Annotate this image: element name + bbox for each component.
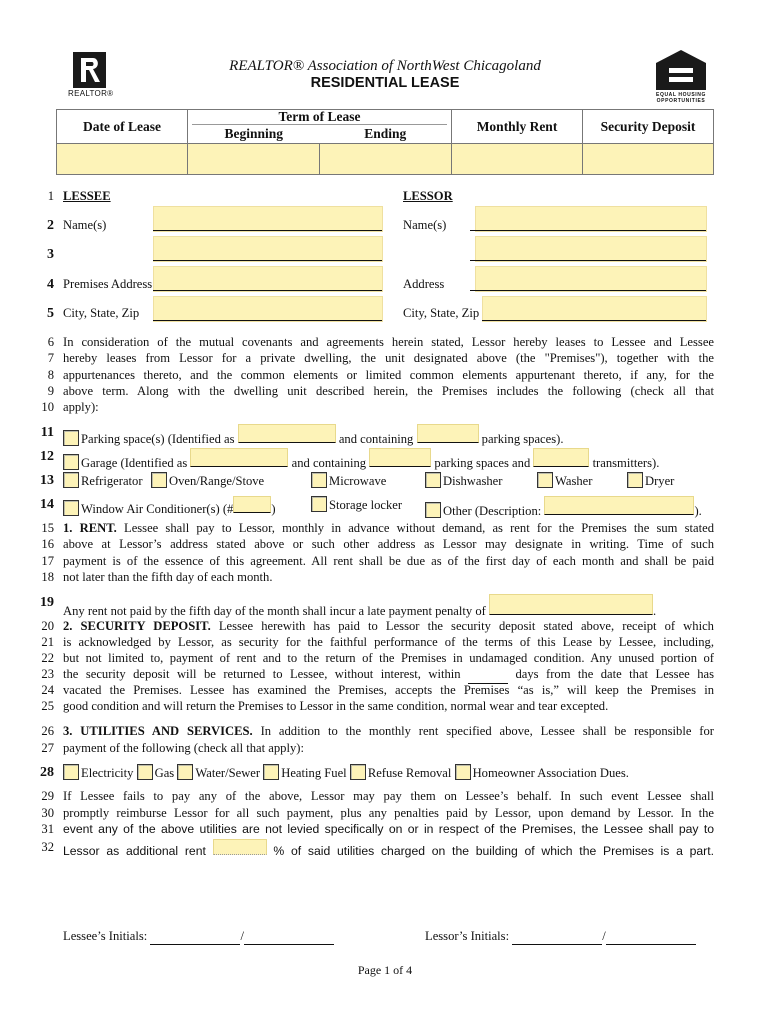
gas-label: Gas bbox=[154, 766, 175, 780]
late-penalty-field[interactable] bbox=[489, 594, 653, 615]
oven-checkbox[interactable] bbox=[151, 472, 167, 488]
water-sewer-label: Water/Sewer bbox=[195, 766, 261, 780]
line-text bbox=[63, 594, 714, 620]
line-text: above at Lessor’s address stated above or such other address as Lessor may designate in writing. Time of such bbox=[63, 537, 714, 551]
lease-terms-table bbox=[56, 109, 714, 175]
window-ac-label: Window Air Conditioner(s) (# bbox=[81, 502, 234, 516]
line-text: is acknowledged by Lessor, as security for the faithful performance of the terms of this Lease by Lessee, including, bbox=[63, 635, 714, 649]
parking-label: Parking space(s) (Identified as bbox=[81, 432, 235, 446]
line-text: good condition and will return the Premises to Lessor in the same condition, normal wear and tear excepted. bbox=[63, 699, 609, 713]
utilities-text: In addition to the monthly rent specified above, Lessee shall be responsible for bbox=[260, 724, 714, 738]
line-number: 15 bbox=[41, 521, 54, 535]
line-11 bbox=[30, 424, 720, 446]
line-text bbox=[63, 448, 714, 472]
line-number: 28 bbox=[40, 765, 54, 780]
line-29 bbox=[30, 788, 720, 805]
parking-count-field[interactable] bbox=[417, 424, 479, 443]
monthly-rent-field[interactable] bbox=[452, 144, 583, 175]
heating-fuel-checkbox[interactable] bbox=[263, 764, 279, 780]
line-15 bbox=[30, 520, 720, 537]
oven-label: Oven/Range/Stove bbox=[169, 474, 265, 488]
lessor-city-label: City, State, Zip bbox=[403, 306, 480, 320]
lessee-initials-slash: / bbox=[240, 929, 244, 943]
term-of-lease-header bbox=[188, 110, 452, 144]
dryer-checkbox[interactable] bbox=[627, 472, 643, 488]
line-17 bbox=[30, 553, 720, 570]
line-19 bbox=[30, 594, 720, 618]
ending-field[interactable] bbox=[320, 144, 452, 175]
lessee-name-2-field[interactable] bbox=[153, 236, 383, 262]
term-of-lease-label: Term of Lease bbox=[192, 110, 447, 125]
hoa-dues-label: Homeowner Association Dues. bbox=[472, 766, 629, 780]
line-6 bbox=[30, 334, 720, 351]
line-text bbox=[63, 618, 714, 635]
premises-address-label: Premises Address bbox=[63, 277, 153, 291]
line-14 bbox=[30, 496, 720, 518]
rent-text: Lessee shall pay to Lessor, monthly in advance without demand, as rent for the Premises the sum stated bbox=[124, 521, 714, 535]
washer-option bbox=[537, 472, 592, 490]
additional-rent-percent-field[interactable] bbox=[213, 839, 267, 855]
lessor-names-label: Name(s) bbox=[403, 218, 447, 232]
other-checkbox[interactable] bbox=[425, 502, 441, 518]
line-text bbox=[63, 723, 714, 740]
storage-locker-label: Storage locker bbox=[329, 498, 403, 512]
line-text bbox=[63, 520, 714, 537]
window-ac-option bbox=[63, 496, 276, 518]
lessee-initials-label: Lessee’s Initials: bbox=[63, 929, 148, 943]
garage-containing-label: and containing bbox=[291, 456, 367, 470]
parking-spaces-label: parking spaces). bbox=[481, 432, 564, 446]
deposit-heading: 2. SECURITY DEPOSIT. bbox=[63, 619, 211, 633]
line-text: but not limited to, payment of rent and to the return of the Premises in undamaged condition. Any unused portion of bbox=[63, 651, 714, 665]
storage-locker-option bbox=[311, 496, 402, 514]
lessor-city-field[interactable] bbox=[482, 296, 707, 322]
other-close: ). bbox=[694, 504, 702, 518]
line-21 bbox=[30, 634, 720, 651]
line-number: 25 bbox=[41, 699, 54, 713]
lessor-address-line bbox=[470, 290, 706, 291]
line-7 bbox=[30, 350, 720, 367]
lessor-initials-field-1[interactable] bbox=[512, 929, 602, 945]
garage-transmitters-field[interactable] bbox=[533, 448, 589, 467]
security-deposit-field[interactable] bbox=[583, 144, 714, 175]
line-24 bbox=[30, 682, 720, 699]
lessee-names-label: Name(s) bbox=[63, 218, 107, 232]
storage-locker-checkbox[interactable] bbox=[311, 496, 327, 512]
line-number: 30 bbox=[41, 806, 54, 820]
line-number: 19 bbox=[40, 595, 54, 610]
microwave-label: Microwave bbox=[329, 474, 387, 488]
line-20 bbox=[30, 618, 720, 635]
line-8 bbox=[30, 367, 720, 384]
line-number: 14 bbox=[40, 497, 54, 512]
ending-label: Ending bbox=[364, 126, 407, 141]
line-12 bbox=[30, 448, 720, 470]
refrigerator-checkbox[interactable] bbox=[63, 472, 79, 488]
line-22 bbox=[30, 650, 720, 667]
deposit-text: Lessee herewith has paid to Lessor the security deposit stated above, receipt of which bbox=[218, 619, 714, 633]
line-text: In consideration of the mutual covenants and agreements herein stated, Lessor hereby leases to Lessee and Lessee bbox=[63, 335, 714, 349]
equal-housing-label: EQUAL HOUSING OPPORTUNITIES bbox=[656, 92, 706, 104]
line-number: 29 bbox=[41, 789, 54, 803]
line-number: 6 bbox=[47, 335, 54, 349]
beginning-field[interactable] bbox=[188, 144, 320, 175]
washer-label: Washer bbox=[555, 474, 593, 488]
line-18 bbox=[30, 569, 720, 586]
line-text: hereby leases from Lessor for a private dwelling, the unit designated above (the "Premises"), together with the bbox=[63, 351, 714, 365]
line-number: 24 bbox=[41, 683, 54, 697]
line-number: 23 bbox=[41, 667, 54, 681]
line-31 bbox=[30, 821, 720, 838]
parking-id-field[interactable] bbox=[238, 424, 336, 443]
line-number: 21 bbox=[41, 635, 54, 649]
refrigerator-option bbox=[63, 472, 143, 490]
line-text: appurtenances thereto, and the common elements or limited common elements appurtenant thereto, if any, for the bbox=[63, 368, 714, 382]
line-text: apply): bbox=[63, 400, 99, 414]
line-13 bbox=[30, 472, 720, 489]
line-number: 3 bbox=[47, 247, 54, 262]
lessor-initials-label: Lessor’s Initials: bbox=[425, 929, 510, 943]
refrigerator-label: Refrigerator bbox=[81, 474, 143, 488]
line-10 bbox=[30, 399, 720, 416]
premises-address-field[interactable] bbox=[153, 266, 383, 292]
dishwasher-label: Dishwasher bbox=[443, 474, 503, 488]
additional-rent-text: Lessor as additional rent bbox=[63, 844, 206, 858]
line-number: 18 bbox=[41, 570, 54, 584]
line-text: not later than the fifth day of each month. bbox=[63, 570, 273, 584]
electricity-label: Electricity bbox=[81, 766, 134, 780]
heating-fuel-label: Heating Fuel bbox=[281, 766, 347, 780]
refuse-removal-label: Refuse Removal bbox=[367, 766, 452, 780]
line-number: 12 bbox=[40, 449, 54, 464]
line-number: 7 bbox=[47, 351, 54, 365]
parking-checkbox[interactable] bbox=[63, 430, 79, 446]
other-label: Other (Description: bbox=[443, 504, 542, 518]
lessee-city-field[interactable] bbox=[153, 296, 383, 322]
line-number: 20 bbox=[41, 619, 54, 633]
gas-checkbox[interactable] bbox=[137, 764, 153, 780]
lessor-name-2-field[interactable] bbox=[475, 236, 707, 262]
line-text: If Lessee fails to pay any of the above, Lessor may pay them on Lessee’s behalf. In such event Lessee shall bbox=[63, 789, 714, 803]
line-30 bbox=[30, 805, 720, 822]
lessor-initials-slash: / bbox=[602, 929, 606, 943]
additional-rent-text-2: % of said utilities charged on the building of which the Premises is a part. bbox=[273, 844, 714, 858]
line-text: vacated the Premises. Lessee has examined the Premises, accepts the Premises “as is,” will keep the Premises in bbox=[63, 683, 714, 697]
lessee-initials-field-1[interactable] bbox=[150, 929, 240, 945]
line-9 bbox=[30, 383, 720, 400]
line-16 bbox=[30, 536, 720, 553]
refuse-removal-checkbox[interactable] bbox=[350, 764, 366, 780]
line-number: 32 bbox=[41, 840, 54, 854]
line-25 bbox=[30, 698, 720, 715]
date-of-lease-header: Date of Lease bbox=[57, 110, 188, 144]
garage-spaces-field[interactable] bbox=[369, 448, 431, 467]
line-text bbox=[63, 764, 714, 782]
lessor-name-2-line bbox=[470, 260, 706, 261]
monthly-rent-header: Monthly Rent bbox=[452, 110, 583, 144]
garage-spaces-label: parking spaces and bbox=[434, 456, 531, 470]
deposit-return-text-2: days from the date that Lessee has bbox=[515, 667, 714, 681]
dryer-option bbox=[627, 472, 674, 490]
electricity-checkbox[interactable] bbox=[63, 764, 79, 780]
realtor-logo-label: REALTOR® bbox=[68, 89, 114, 98]
line-number: 11 bbox=[40, 425, 54, 440]
dryer-label: Dryer bbox=[645, 474, 675, 488]
garage-checkbox[interactable] bbox=[63, 454, 79, 470]
washer-checkbox[interactable] bbox=[537, 472, 553, 488]
line-number: 9 bbox=[47, 384, 54, 398]
line-number: 31 bbox=[41, 822, 54, 836]
line-number: 1 bbox=[47, 189, 54, 203]
line-text: event any of the above utilities are not levied specifically on or in respect of the Premises, the Lessee shall pay to bbox=[63, 822, 714, 836]
lessor-name-1-line bbox=[470, 230, 706, 231]
lessor-address-field[interactable] bbox=[475, 266, 707, 292]
late-penalty-end: . bbox=[652, 604, 657, 618]
deposit-return-text: the security deposit will be returned to Lessee, without interest, within bbox=[63, 667, 461, 681]
lessor-initials-field-2[interactable] bbox=[606, 929, 696, 945]
line-1 bbox=[30, 188, 720, 205]
utilities-heading: 3. UTILITIES AND SERVICES. bbox=[63, 724, 253, 738]
line-27 bbox=[30, 740, 720, 757]
lessee-heading: LESSEE bbox=[63, 189, 111, 203]
line-number: 17 bbox=[41, 554, 54, 568]
rent-heading: 1. RENT. bbox=[63, 521, 117, 535]
line-number: 5 bbox=[47, 306, 54, 321]
line-number: 22 bbox=[41, 651, 54, 665]
line-number: 27 bbox=[41, 741, 54, 755]
line-number: 13 bbox=[40, 473, 54, 488]
line-text: payment of the following (check all that apply): bbox=[63, 741, 304, 755]
other-option bbox=[425, 496, 702, 520]
line-text: above term. Along with the dwelling unit described herein, the Premises includes the following (check all that bbox=[63, 384, 714, 398]
lessee-city-line bbox=[153, 320, 382, 321]
hoa-dues-checkbox[interactable] bbox=[455, 764, 471, 780]
premises-address-line bbox=[153, 290, 382, 291]
lessee-name-1-line bbox=[153, 230, 382, 231]
garage-transmitters-label: transmitters). bbox=[592, 456, 660, 470]
lessor-address-label: Address bbox=[403, 277, 445, 291]
late-penalty-text: Any rent not paid by the fifth day of the month shall incur a late payment penalty of bbox=[63, 604, 486, 618]
lessee-name-2-line bbox=[153, 260, 382, 261]
microwave-checkbox[interactable] bbox=[311, 472, 327, 488]
water-sewer-checkbox[interactable] bbox=[177, 764, 193, 780]
line-23 bbox=[30, 666, 720, 683]
line-text: payment is of the essence of this agreement. All rent shall be due as of the first day of each month and shall be paid bbox=[63, 554, 714, 568]
security-deposit-header: Security Deposit bbox=[583, 110, 714, 144]
line-text bbox=[63, 424, 714, 448]
lessor-initials bbox=[425, 929, 696, 945]
document-title: RESIDENTIAL LEASE bbox=[310, 75, 460, 91]
line-number: 10 bbox=[41, 400, 54, 414]
line-number: 8 bbox=[47, 368, 54, 382]
line-text bbox=[63, 839, 714, 860]
window-ac-checkbox[interactable] bbox=[63, 500, 79, 516]
date-of-lease-field[interactable] bbox=[57, 144, 188, 175]
line-26 bbox=[30, 723, 720, 740]
lessee-name-1-field[interactable] bbox=[153, 206, 383, 232]
lessee-initials bbox=[63, 929, 334, 945]
line-28 bbox=[30, 764, 720, 781]
window-ac-count-field[interactable] bbox=[233, 496, 271, 513]
beginning-label: Beginning bbox=[224, 126, 284, 141]
association-name: REALTOR® Association of NorthWest Chicagoland bbox=[229, 58, 541, 74]
line-number: 4 bbox=[47, 277, 54, 292]
window-ac-close: ) bbox=[271, 502, 276, 516]
oven-option bbox=[151, 472, 264, 490]
line-number: 2 bbox=[47, 218, 54, 233]
lessor-city-line bbox=[482, 320, 706, 321]
garage-id-field[interactable] bbox=[190, 448, 288, 467]
lessor-name-1-field[interactable] bbox=[475, 206, 707, 232]
line-number: 26 bbox=[41, 724, 54, 738]
line-text: promptly reimburse Lessor for all such payment, plus any penalties paid by Lessor, upon demand by Lessor. In the bbox=[63, 806, 714, 820]
dishwasher-option bbox=[425, 472, 502, 490]
lessee-city-label: City, State, Zip bbox=[63, 306, 140, 320]
microwave-option bbox=[311, 472, 386, 490]
other-description-field[interactable] bbox=[544, 496, 694, 515]
dishwasher-checkbox[interactable] bbox=[425, 472, 441, 488]
lessee-initials-field-2[interactable] bbox=[244, 929, 334, 945]
page-number: Page 1 of 4 bbox=[357, 963, 413, 977]
line-number: 16 bbox=[41, 537, 54, 551]
parking-containing-label: and containing bbox=[338, 432, 414, 446]
garage-label: Garage (Identified as bbox=[81, 456, 188, 470]
line-32 bbox=[30, 839, 720, 856]
lessor-heading: LESSOR bbox=[403, 189, 453, 203]
